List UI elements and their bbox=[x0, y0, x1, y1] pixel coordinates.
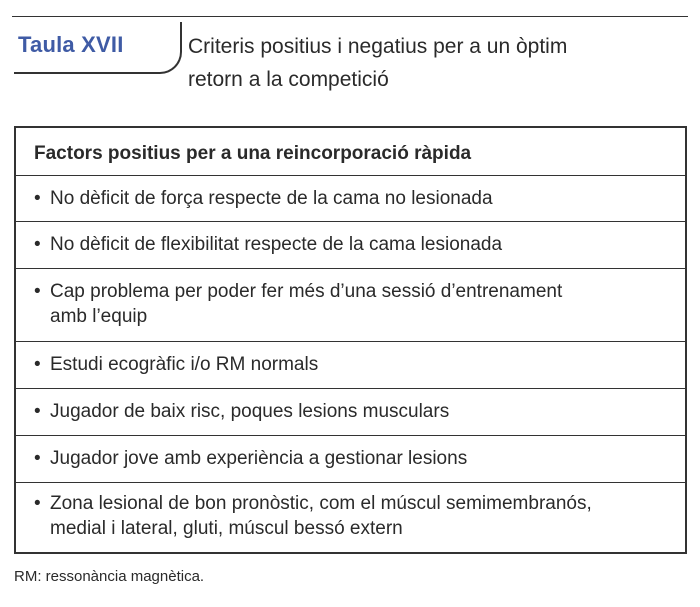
table-header-row bbox=[16, 128, 685, 176]
row-text: Jugador de baix risc, poques lesions musculars bbox=[50, 401, 450, 422]
table-title bbox=[188, 30, 668, 96]
table-row bbox=[16, 176, 685, 222]
row-text: Jugador jove amb experiència a gestionar lesions bbox=[50, 448, 468, 469]
row-text: Cap problema per poder fer més d’una sessió d’entrenament bbox=[50, 281, 563, 302]
criteria-table bbox=[14, 126, 687, 554]
row-text: No dèficit de flexibilitat respecte de la cama lesionada bbox=[50, 234, 503, 255]
bullet: • bbox=[34, 234, 41, 255]
bullet: • bbox=[34, 354, 41, 375]
table-number-badge: Taula XVII bbox=[18, 32, 124, 57]
top-rule bbox=[12, 16, 688, 17]
footnote: RM: ressonància magnètica. bbox=[14, 568, 205, 585]
row-text: Zona lesional de bon pronòstic, com el múscul semimembranós, bbox=[50, 493, 592, 514]
table-title-line-1: Criteris positius i negatius per a un òptim bbox=[188, 35, 568, 58]
bullet: • bbox=[34, 188, 41, 209]
bullet: • bbox=[34, 281, 41, 302]
table-row bbox=[16, 436, 685, 483]
row-text: Estudi ecogràfic i/o RM normals bbox=[50, 354, 319, 375]
table-title-line-2: retorn a la competició bbox=[188, 68, 389, 91]
row-text-continued: medial i lateral, gluti, múscul bessó extern bbox=[50, 518, 403, 539]
table-caption bbox=[0, 0, 700, 120]
table-row bbox=[16, 389, 685, 436]
table-heading: Factors positius per a una reincorporació ràpida bbox=[34, 143, 472, 164]
row-text-continued: amb l’equip bbox=[50, 306, 148, 327]
table-row bbox=[16, 222, 685, 269]
bullet: • bbox=[34, 448, 41, 469]
table-row bbox=[16, 342, 685, 389]
bullet: • bbox=[34, 401, 41, 422]
table-row bbox=[16, 269, 685, 342]
row-text: No dèficit de força respecte de la cama no lesionada bbox=[50, 188, 493, 209]
bullet: • bbox=[34, 493, 41, 514]
table-row bbox=[16, 483, 685, 552]
